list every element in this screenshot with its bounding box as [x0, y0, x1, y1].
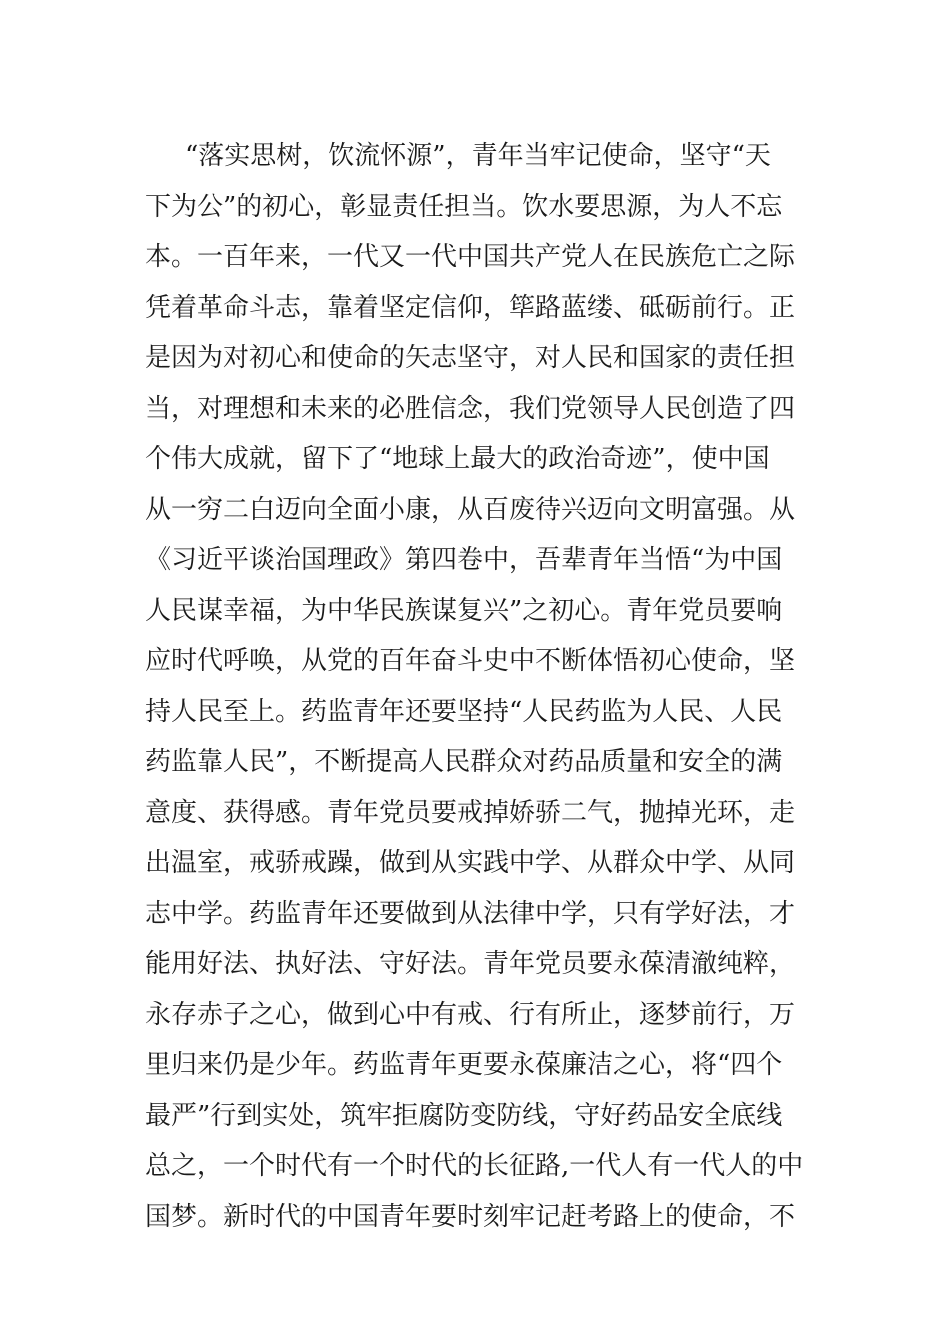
text-line: 本。一百年来，一代又一代中国共产党人在民族危亡之际 — [145, 242, 796, 272]
text-line: 个伟大成就，留下了“地球上最大的政治奇迹”，使中国 — [145, 444, 770, 474]
text-line: 能用好法、执好法、守好法。青年党员要永葆清澈纯粹， — [145, 949, 796, 979]
text-line: 出温室，戒骄戒躁，做到从实践中学、从群众中学、从同 — [145, 848, 796, 878]
text-line: 总之，一个时代有一个时代的长征路,一代人有一代人的中 — [145, 1151, 804, 1181]
text-line: 当，对理想和未来的必胜信念，我们党领导人民创造了四 — [145, 393, 796, 424]
text-line: 下为公”的初心，彰显责任担当。饮水要思源，为人不忘 — [145, 191, 783, 222]
text-line: 最严”行到实处，筑牢拒腐防变防线，守好药品安全底线 — [145, 1100, 783, 1131]
text-line: 志中学。药监青年还要做到从法律中学，只有学好法，才 — [145, 898, 796, 929]
text-line: 持人民至上。药监青年还要坚持“人民药监为人民、人民 — [145, 696, 783, 727]
text-line: 永存赤子之心，做到心中有戒、行有所止，逐梦前行，万 — [145, 999, 796, 1030]
text-line: 人民谋幸福，为中华民族谋复兴”之初心。青年党员要响 — [145, 595, 783, 626]
text-line: 里归来仍是少年。药监青年更要永葆廉洁之心，将“四个 — [145, 1050, 783, 1080]
body-paragraph — [145, 131, 815, 1242]
text-line: 《习近平谈治国理政》第四卷中，吾辈青年当悟“为中国 — [145, 545, 783, 575]
text-line: “落实思树，饮流怀源”，青年当牢记使命，坚守“天 — [185, 141, 771, 171]
text-line: 是因为对初心和使命的矢志坚守，对人民和国家的责任担 — [145, 343, 796, 373]
text-line: 从一穷二白迈向全面小康，从百废待兴迈向文明富强。从 — [145, 494, 796, 525]
text-line: 意度、获得感。青年党员要戒掉娇骄二气，抛掉光环，走 — [145, 797, 796, 828]
text-line: 应时代呼唤，从党的百年奋斗史中不断体悟初心使命，坚 — [145, 646, 796, 676]
text-line: 凭着革命斗志，靠着坚定信仰，筚路蓝缕、砥砺前行。正 — [145, 292, 796, 323]
text-line: 药监靠人民”，不断提高人民群众对药品质量和安全的满 — [145, 747, 783, 777]
text-line: 国梦。新时代的中国青年要时刻牢记赶考路上的使命，不 — [145, 1201, 796, 1232]
